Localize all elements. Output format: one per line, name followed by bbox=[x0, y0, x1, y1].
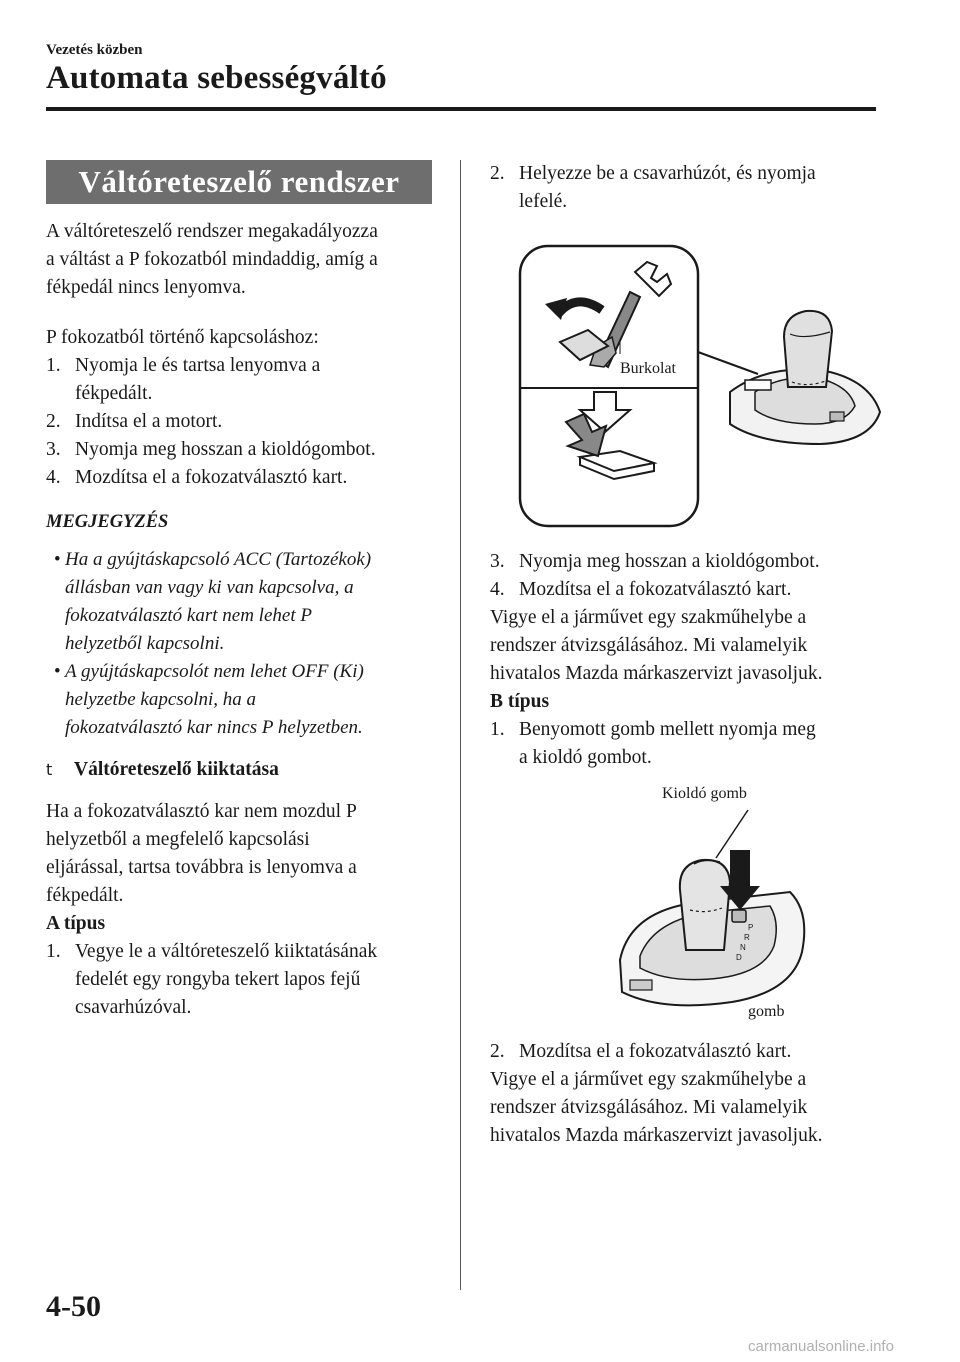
step-text: Mozdítsa el a fokozatválasztó kart. bbox=[519, 1041, 792, 1062]
step-text: fékpedált. bbox=[75, 383, 153, 404]
step-4 bbox=[46, 464, 436, 492]
a-step-1 bbox=[46, 938, 436, 1022]
figure-label-burkolat: Burkolat bbox=[620, 360, 676, 377]
after-text: Vigye el a járművet egy szakműhelybe a bbox=[490, 607, 807, 628]
page-number: 4-50 bbox=[46, 1290, 101, 1323]
step-text: Indítsa el a motort. bbox=[75, 411, 223, 432]
step-text: Vegye le a váltóreteszelő kiiktatásának bbox=[75, 941, 378, 962]
step-number: 1. bbox=[46, 941, 61, 962]
step-number: 2. bbox=[46, 411, 61, 432]
lead-text: P fokozatból történő kapcsoláshoz: bbox=[46, 327, 319, 348]
b-step-1 bbox=[490, 716, 890, 772]
note-item bbox=[46, 658, 436, 742]
note-text: fokozatválasztó kart nem lehet P bbox=[65, 605, 312, 626]
subsection-heading bbox=[46, 756, 436, 784]
sub-text: Ha a fokozatválasztó kar nem mozdul P bbox=[46, 801, 357, 822]
figure-label-kioldo-gomb: Kioldó gomb bbox=[662, 785, 747, 802]
step-text: Mozdítsa el a fokozatválasztó kart. bbox=[75, 467, 348, 488]
intro-line: A váltóreteszelő rendszer megakadályozza bbox=[46, 221, 378, 242]
a-step-3 bbox=[490, 548, 890, 576]
step-2 bbox=[46, 408, 436, 436]
step-text: Nyomja meg hosszan a kioldógombot. bbox=[519, 551, 820, 572]
figure-label-gomb: gomb bbox=[748, 1003, 785, 1020]
figure-screwdriver bbox=[490, 242, 890, 542]
step-number: 3. bbox=[46, 439, 61, 460]
step-number: 4. bbox=[490, 579, 505, 600]
header-rule bbox=[46, 107, 876, 111]
step-number: 3. bbox=[490, 551, 505, 572]
subsection-title: Váltóreteszelő kiiktatása bbox=[74, 759, 279, 780]
note-heading: MEGJEGYZÉS bbox=[46, 512, 169, 532]
step-text: csavarhúzóval. bbox=[75, 997, 192, 1018]
left-column bbox=[46, 160, 436, 1022]
step-text: fedelét egy rongyba tekert lapos fejű bbox=[75, 969, 361, 990]
step-text: a kioldó gombot. bbox=[519, 747, 652, 768]
after-text: rendszer átvizsgálásához. Mi valamelyik bbox=[490, 635, 808, 656]
watermark: carmanualsonline.info bbox=[748, 1338, 894, 1355]
step-text: Benyomott gomb mellett nyomja meg bbox=[519, 719, 816, 740]
type-b-heading: B típus bbox=[490, 691, 550, 712]
svg-text:R: R bbox=[744, 933, 750, 942]
note-text: fokozatválasztó kar nincs P helyzetben. bbox=[65, 717, 363, 738]
intro-line: a váltást a P fokozatból mindaddig, amíg a bbox=[46, 249, 378, 270]
svg-text:P: P bbox=[748, 923, 754, 932]
subsection-marker-icon: t bbox=[46, 760, 53, 779]
sub-text: fékpedált. bbox=[46, 885, 124, 906]
after-text: rendszer átvizsgálásához. Mi valamelyik bbox=[490, 1097, 808, 1118]
step-text: lefelé. bbox=[519, 191, 568, 212]
figure-release-button bbox=[490, 780, 890, 1028]
step-text: Nyomja le és tartsa lenyomva a bbox=[75, 355, 321, 376]
step-text: Mozdítsa el a fokozatválasztó kart. bbox=[519, 579, 792, 600]
intro-line: fékpedál nincs lenyomva. bbox=[46, 277, 246, 298]
bullet-icon: • bbox=[54, 549, 61, 570]
screwdriver-illustration bbox=[490, 242, 890, 542]
sub-text: eljárással, tartsa továbbra is lenyomva a bbox=[46, 857, 357, 878]
right-column bbox=[490, 160, 890, 1150]
note-text: helyzetbe kapcsolni, ha a bbox=[65, 689, 257, 710]
type-a-heading: A típus bbox=[46, 913, 106, 934]
step-3 bbox=[46, 436, 436, 464]
step-number: 4. bbox=[46, 467, 61, 488]
step-1 bbox=[46, 352, 436, 408]
after-text: hivatalos Mazda márkaszervizt javasoljuk. bbox=[490, 663, 823, 684]
step-number: 1. bbox=[490, 719, 505, 740]
after-text: Vigye el a járművet egy szakműhelybe a bbox=[490, 1069, 807, 1090]
b-step-2 bbox=[490, 1038, 890, 1066]
page-title: Automata sebességváltó bbox=[46, 60, 387, 96]
bullet-icon: • bbox=[54, 661, 61, 682]
after-text: hivatalos Mazda márkaszervizt javasoljuk. bbox=[490, 1125, 823, 1146]
note-text: állásban van vagy ki van kapcsolva, a bbox=[65, 577, 354, 598]
step-number: 2. bbox=[490, 1041, 505, 1062]
section-label: Vezetés közben bbox=[46, 42, 143, 58]
svg-text:N: N bbox=[740, 943, 746, 952]
note-text: Ha a gyújtáskapcsoló ACC (Tartozékok) bbox=[65, 549, 372, 570]
section-banner: Váltóreteszelő rendszer bbox=[46, 160, 432, 204]
a-step-4 bbox=[490, 576, 890, 604]
step-text: Nyomja meg hosszan a kioldógombot. bbox=[75, 439, 376, 460]
shifter-illustration bbox=[490, 780, 890, 1028]
sub-text: helyzetből a megfelelő kapcsolási bbox=[46, 829, 310, 850]
step-text: Helyezze be a csavarhúzót, és nyomja bbox=[519, 163, 816, 184]
step-number: 1. bbox=[46, 355, 61, 376]
column-divider bbox=[460, 160, 461, 1290]
note-text: helyzetből kapcsolni. bbox=[65, 633, 225, 654]
svg-text:D: D bbox=[736, 953, 742, 962]
note-item bbox=[46, 546, 436, 658]
a-step-2 bbox=[490, 160, 890, 216]
step-number: 2. bbox=[490, 163, 505, 184]
note-text: A gyújtáskapcsolót nem lehet OFF (Ki) bbox=[65, 661, 364, 682]
